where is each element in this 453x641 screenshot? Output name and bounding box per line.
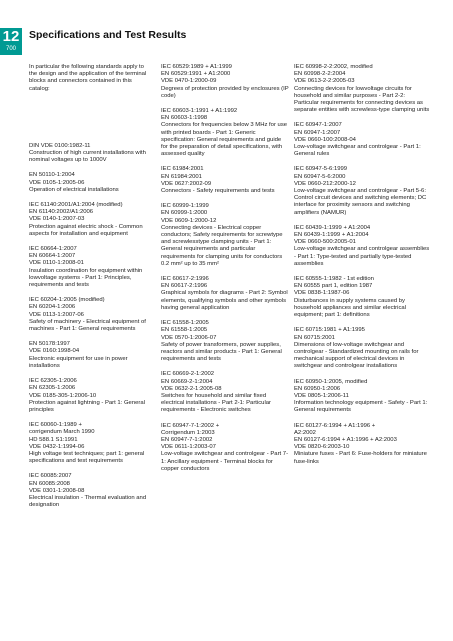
standard-entry: IEC 60715:1981 + A1:1995 EN 60715:2001 Dimensions of low-voltage switchgear and controlgear - Standardized mounting on rails for mechanical support of electrical devices in switchgear and controlgear installations bbox=[294, 327, 419, 370]
standard-entry: IEC 60439-1:1999 + A1:2004 EN 60439-1:1999 + A1:2004 VDE 0660-500:2005-01 Low-voltage switchgear and controlgear assemblies - Part 1: Type-tested and partially type-tested assemblies bbox=[294, 224, 430, 267]
standard-entry: IEC 60085:2007 EN 60085:2008 VDE 0301-1:2008-08 Electrical insulation - Thermal evaluation and designation bbox=[29, 473, 147, 509]
standard-entry: IEC 60947-1:2007 EN 60947-1:2007 VDE 0660-100:2008-04 Low-voltage switchgear and controlgear - Part 1: General rules bbox=[294, 122, 421, 158]
standard-entry: IEC 60999-1:1999 EN 60999-1:2000 VDE 0609-1:2000-12 Connecting devices - Electrical copper conductors; Safety requirements for screwtype and screwlesstype clamping units - Part 1: General requirements and particular requirements for clamping units for conductors 0.2 mm² up to 35 mm² bbox=[161, 203, 283, 267]
standard-entry: EN 50110-1:2004 VDE 0105-1:2005-06 Operation of electrical installations bbox=[29, 172, 119, 193]
standard-entry: IEC 60060-1:1989 + corrigendum March 1990 HD 588.1 S1:1991 VDE 0432-1:1994-06 High voltage test techniques; part 1: general specifications and test requirements bbox=[29, 422, 145, 465]
standards-list bbox=[29, 143, 153, 510]
standard-entry: IEC 60669-2-1:2002 EN 60669-2-1:2004 VDE 0632-2-1:2005-08 Switches for household and similar fixed electrical installations - Part 2-1: Particular requirements - Electronic switches bbox=[161, 371, 272, 414]
standard-entry: IEC 60603-1:1991 + A1:1992 EN 60603-1:1998 Connectors for frequencies below 3 MHz for use with printed boards - Part 1: Generic specification: General requirements and guide for the preparation of detail specifications, with assessed quality bbox=[161, 108, 288, 158]
page-title: Specifications and Test Results bbox=[29, 29, 187, 41]
standard-entry: IEC 60998-2-2:2002, modified EN 60998-2-2:2004 VDE 0613-2-2:2005-03 Connecting devices for lowvoltage circuits for household and similar purposes - Part 2-2: Particular requirements for connecting devices as separate entities with screwless-type clamping units bbox=[294, 64, 430, 114]
page-number: 700 bbox=[5, 46, 16, 52]
standards-list bbox=[294, 64, 430, 466]
standard-entry: IEC 60617-2:1996 EN 60617-2:1996 Graphical symbols for diagrams - Part 2: Symbol elements, qualifying symbols and other symbols having general application bbox=[161, 276, 288, 311]
standard-entry: IEC 60529:1989 + A1:1999 EN 60529:1991 + A1:2000 VDE 0470-1:2000-09 Degrees of protection provided by enclosures (IP code) bbox=[161, 64, 289, 99]
chapter-number: 12 bbox=[2, 28, 20, 45]
standard-entry: IEC 60664-1:2007 EN 60664-1:2007 VDE 0110-1:2008-01 Insulation coordination for equipment within lowvoltage systems - Part 1: Principles, requirements and tests bbox=[29, 246, 143, 289]
standard-entry: IEC 62305-1:2006 EN 62305-1:2006 VDE 0185-305-1:2006-10 Protection against lightning - Part 1: General principles bbox=[29, 378, 145, 413]
column-middle bbox=[161, 64, 289, 481]
column-left bbox=[29, 64, 153, 517]
standard-entry: IEC 61140:2001/A1:2004 (modified) EN 61140:2002/A1:2006 VDE 0140-1:2007-03 Protection against electric shock - Common aspects for installation and equipment bbox=[29, 202, 143, 237]
standards-list bbox=[161, 64, 289, 473]
standard-entry: IEC 60555-1:1982 - 1st edition EN 60555 part 1, edition 1987 VDE 0838-1:1987-06 Disturbances in supply systems caused by household appliances and similar electrical equipment; part 1: definitions bbox=[294, 276, 406, 319]
standard-entry: IEC 61558-1:2005 EN 61558-1:2005 VDE 0570-1:2006-07 Safety of power transformers, power supplies, reactors and similar products - Part 1: General requirements and tests bbox=[161, 320, 282, 363]
standard-entry: IEC 60947-7-1:2002 + Corrigendum 1:2003 EN 60947-7-1:2002 VDE 0611-1:2003-07 Low-voltage switchgear and controlgear - Part 7-1: Ancillary equipment - Terminal blocks for copper conductors bbox=[161, 422, 289, 472]
chapter-tab bbox=[0, 28, 22, 55]
standard-entry: IEC 61984:2001 EN 61984:2001 VDE 0627:2002-09 Connectors - Safety requirements and tests bbox=[161, 166, 275, 195]
intro-spacer bbox=[29, 99, 153, 143]
intro-paragraph: In particular the following standards apply to the design and the application of the terminal blocks and connectors contained in this catalog: bbox=[29, 64, 147, 92]
standard-entry: DIN VDE 0100:1982-11 Construction of high current installations with nominal voltages up to 1000V bbox=[29, 142, 146, 164]
standard-entry: IEC 60947-5-6:1999 EN 60947-5-6:2000 VDE 0660-212:2000-12 Low-voltage switchgear and controlgear - Part 5-6: Control circuit devices and switching elements; DC interface for proximity sensors and switching amplifiers (NAMUR) bbox=[294, 166, 427, 216]
column-right bbox=[294, 64, 430, 474]
standard-entry: EN 50178:1997 VDE 0160:1998-04 Electronic equipment for use in power installations bbox=[29, 341, 128, 369]
standard-entry: IEC 60950-1:2005, modified EN 60950-1:2006 VDE 0805-1:2006-11 Information technology equipment - Safety - Part 1: General requirements bbox=[294, 378, 428, 414]
standard-entry: IEC 60204-1:2005 (modified) EN 60204-1:2006 VDE 0113-1:2007-06 Safety of machinery - Electrical equipment of machines - Part 1: General requirements bbox=[29, 297, 146, 333]
standard-entry: IEC 60127-6:1994 + A1:1996 + A2:2002 EN 60127-6:1994 + A1:1996 + A2:2003 VDE 0820-6:2003-10 Miniature fuses - Part 6: Fuse-holders for miniature fuse-links bbox=[294, 422, 427, 465]
